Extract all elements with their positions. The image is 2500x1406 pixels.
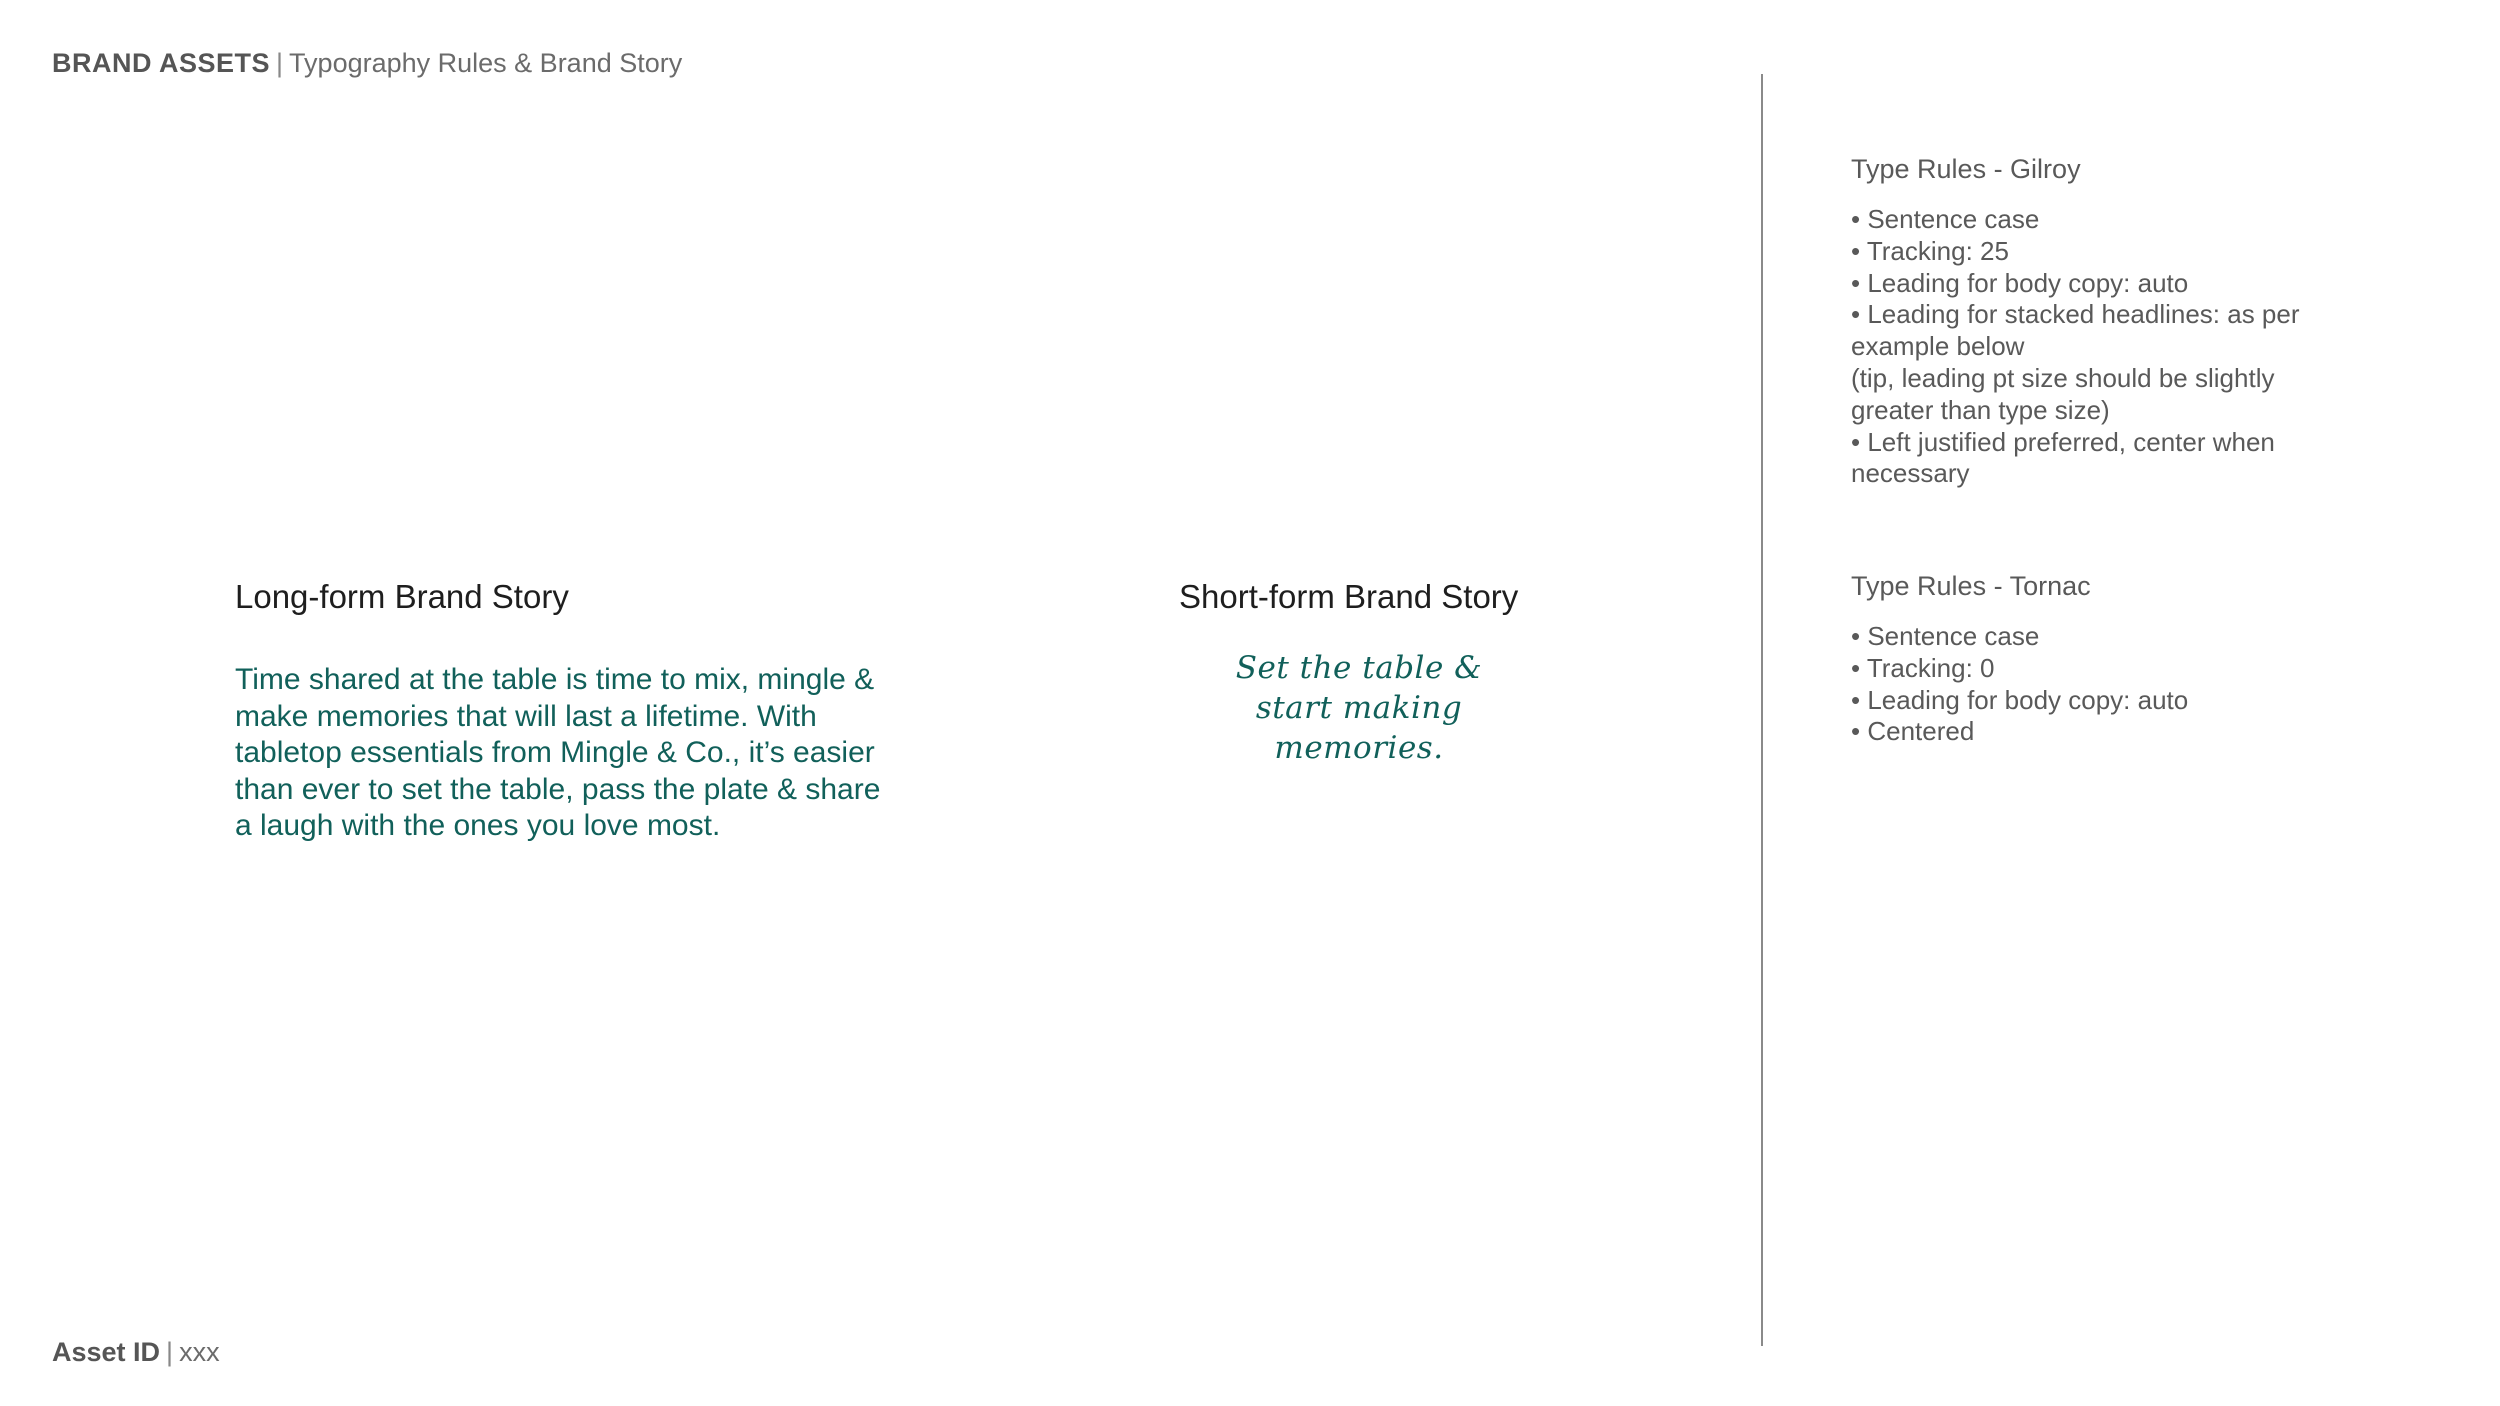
- long-form-line: a laugh with the ones you love most.: [235, 809, 721, 842]
- long-form-title: Long-form Brand Story: [235, 578, 569, 615]
- rule-item: • Sentence case: [1851, 621, 2040, 651]
- short-form-title: Short-form Brand Story: [1179, 578, 1519, 615]
- long-form-line: tabletop essentials from Mingle & Co., it’s easier: [235, 736, 875, 769]
- header-section-label: BRAND ASSETS: [52, 48, 271, 78]
- long-form-line: make memories that will last a lifetime. With: [235, 699, 817, 733]
- footer-separator: |: [166, 1337, 174, 1367]
- rule-item: greater than type size): [1851, 394, 2110, 425]
- header-separator: |: [276, 48, 284, 78]
- asset-id-value: xxx: [179, 1337, 220, 1367]
- short-form-line: start making memories.: [1255, 690, 1463, 766]
- rule-item: • Left justified preferred, center when: [1851, 426, 2275, 457]
- rule-item: • Sentence case: [1851, 204, 2040, 234]
- type-rules-gilroy: [1851, 150, 2411, 490]
- rule-item: • Leading for body copy: auto: [1851, 267, 2189, 298]
- long-form-line: Time shared at the table is time to mix, mingle &: [235, 663, 875, 696]
- type-rules-gilroy-title: Type Rules - Gilroy: [1851, 154, 2081, 184]
- rule-item: necessary: [1851, 458, 1970, 489]
- type-rules-tornac: [1851, 567, 2411, 748]
- column-divider: [1761, 74, 1763, 1346]
- rule-item: • Centered: [1851, 716, 1975, 747]
- short-form-line: Set the table &: [1235, 650, 1483, 686]
- page-header: [52, 44, 682, 82]
- rule-item: (tip, leading pt size should be slightly: [1851, 362, 2275, 393]
- rule-item: • Tracking: 0: [1851, 652, 1995, 683]
- short-form-story: [1179, 648, 1539, 768]
- rule-item: • Leading for stacked headlines: as per: [1851, 299, 2300, 330]
- rule-item: example below: [1851, 331, 2025, 362]
- long-form-line: than ever to set the table, pass the plate & share: [235, 772, 881, 806]
- header-title: Typography Rules & Brand Story: [289, 48, 683, 78]
- type-rules-tornac-list: [1851, 621, 2411, 748]
- long-form-story: [235, 662, 975, 845]
- rule-item: • Tracking: 25: [1851, 235, 2009, 266]
- rule-item: • Leading for body copy: auto: [1851, 684, 2189, 715]
- asset-id-label: Asset ID: [52, 1337, 161, 1367]
- page-footer: [52, 1333, 220, 1371]
- type-rules-gilroy-list: [1851, 204, 2411, 490]
- type-rules-tornac-title: Type Rules - Tornac: [1851, 571, 2091, 601]
